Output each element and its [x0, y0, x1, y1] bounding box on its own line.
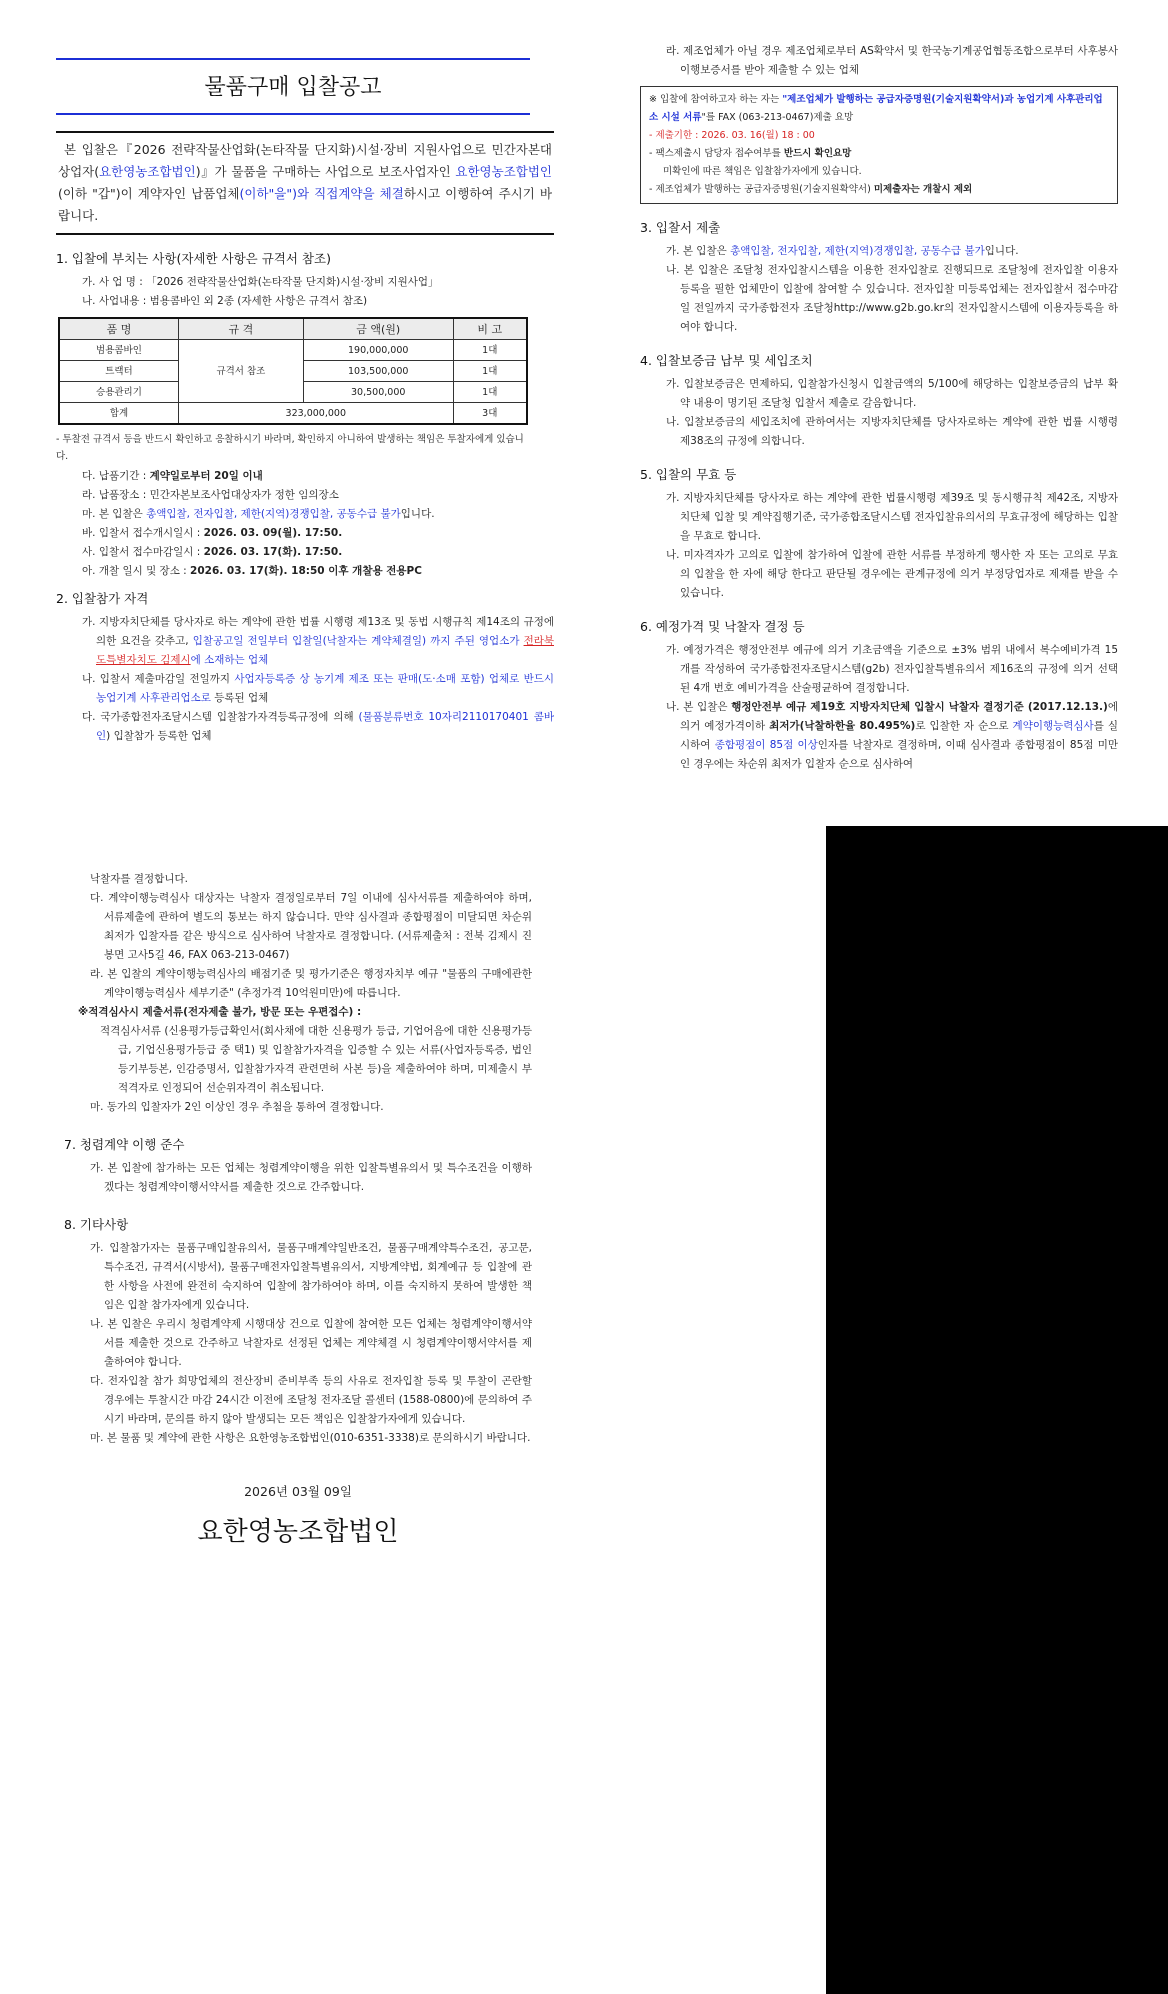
s3-na: 나. 본 입찰은 조달청 전자입찰시스템을 이용한 전자입찰로 진행되므로 조달청에 전자입찰 이용자등록을 필한 업체만이 입찰에 참여할 수 있습니다. 전자입찰 미등록업체는 전자입찰서 접수마감일 전일까지 국가종합전자 조달청http://www.g2b.go.kr의 전자입찰시스템에 이용자등록을 하여야 합니다. [666, 264, 1118, 333]
blank-black-area [826, 826, 1168, 1994]
s2-da-text-3: ) 입찰참가 등록한 업체 [106, 730, 212, 742]
intro-text-3: (이하 "갑")이 계약자인 납품업체 [58, 186, 240, 201]
items-table [58, 317, 528, 425]
notice-line-1c: "를 FAX (063-213-0467)제출 요망 [701, 112, 854, 123]
table-cell-name: 승용관리기 [59, 382, 178, 403]
s1-a-label: 아. 개찰 일시 및 장소 : [82, 565, 191, 577]
table-cell-spec: 규격서 참조 [178, 340, 303, 403]
s2-da [56, 708, 554, 746]
s8-ga: 가. 입찰참가자는 물품구매입찰유의서, 물품구매계약일반조건, 물품구매계약특수조건, 공고문, 특수조건, 규격서(시방서), 물품구매전자입찰특별유의서, 지방계약법, 회계예규 등 입찰에 관한 사항을 사전에 완전히 숙지하여 입찰에 참가하여야 하며, 이를 숙지하지 못하여 발생한 책임은 입찰 참가자에게 있습니다. [90, 1242, 532, 1311]
table-header-name: 품 명 [59, 318, 178, 340]
s2-ga-region: 전라북도특별자치도 김제시 [96, 635, 554, 666]
table-header-spec: 규 격 [178, 318, 303, 340]
page-two-column [64, 870, 532, 1547]
s2-da-text-1: 다. 국가종합전자조달시스템 입찰참가자격등록규정에 의해 [82, 711, 359, 723]
table-cell-amount: 103,500,000 [303, 361, 453, 382]
s1-ma-post: 입니다. [400, 508, 435, 520]
notice-box [640, 86, 1118, 204]
notice-date: 2026년 03월 09일 [244, 1484, 352, 1499]
intro-text-5: 하시고 이행하여 주시기 바랍니다. [58, 186, 553, 223]
table-total-label: 합계 [59, 403, 178, 425]
s6-na-5: 로 입찰한 자 순으로 [915, 720, 1013, 732]
section-3-heading: 3. 입찰서 제출 [640, 220, 721, 235]
s6-na-8: 종합평점이 85점 이상 [714, 739, 818, 751]
s6-na-6: 계약이행능력심사 [1012, 720, 1094, 732]
s2-ra: 라. 제조업체가 아닐 경우 제조업체로부터 AS확약서 및 한국농기계공업협동조합으로부터 사후봉사이행보증서를 받아 제출할 수 있는 업체 [666, 45, 1118, 76]
s2-ga [56, 613, 554, 670]
table-cell-note: 1대 [453, 361, 527, 382]
intro-text-4: (이하"을")와 직접계약을 체결 [239, 186, 404, 201]
s2-na-text-1: 나. 입찰서 제출마감일 전일까지 [82, 673, 235, 685]
intro-org-2: 요한영농조합법인 [455, 164, 552, 179]
s2-na [56, 670, 554, 708]
s6-da: 다. 계약이행능력심사 대상자는 낙찰자 결정일로부터 7일 이내에 심사서류를 제출하여야 하며, 서류제출에 관하여 별도의 통보는 하지 않습니다. 만약 심사결과 종합평점이 미달되면 차순위 최저가 입찰자를 같은 방식으로 심사하여 낙찰자로 결정합니다. (서류제출처 : 전북 김제시 진봉면 고사5길 46, FAX 063-213-0467) [90, 892, 532, 961]
s6-na-4: 최저가(낙찰하한율 80.495%) [769, 720, 916, 732]
s1-da [56, 467, 554, 486]
section-5-heading: 5. 입찰의 무효 등 [640, 467, 737, 482]
s1-ma [56, 505, 554, 524]
s6-na-2: 행정안전부 예규 제19호 지방자치단체 입찰시 낙찰자 결정기준 (2017.12.13.) [731, 701, 1108, 713]
table-cell-amount: 190,000,000 [303, 340, 453, 361]
issuer-name: 요한영농조합법인 [197, 1517, 399, 1547]
table-row [59, 340, 527, 361]
s1-a [56, 562, 554, 581]
page-title: 물품구매 입찰공고 [204, 75, 382, 100]
s5-ga: 가. 지방자치단체를 당사자로 하는 계약에 관한 법률시행령 제39조 및 동시행규칙 제42조, 지방자치단체 입찰 및 계약집행기준, 국가종합조달시스템 전자입찰유의서의 무효규정에 해당하는 입찰을 무효로 합니다. [666, 492, 1118, 542]
s2-ga-text-4: 에 소재하는 업체 [190, 654, 269, 666]
s8-na: 나. 본 입찰은 우리시 청렴계약제 시행대상 건으로 입찰에 참여한 모든 업체는 청렴계약이행서약서를 제출한 것으로 간주하고 낙찰자로 선정된 업체는 계약체결 시 청렴계약이행서약서를 제출하여야 합니다. [90, 1318, 532, 1368]
review-docs-heading: ※적격심사시 제출서류(전자제출 불가, 방문 또는 우편접수) : [78, 1006, 362, 1018]
table-header-note: 비 고 [453, 318, 527, 340]
table-total-row [59, 403, 527, 425]
s6-ra: 라. 본 입찰의 계약이행능력심사의 배점기준 및 평가기준은 행정자치부 예규 "물품의 구매에관한 계약이행능력심사 세부기준" (추정가격 10억원미만)에 따릅니다. [90, 968, 532, 999]
s1-ga: 가. 사 업 명 : 「2026 전략작물산업화(논타작물 단지화)시설·장비 지원사업」 [82, 276, 439, 288]
table-cell-note: 1대 [453, 340, 527, 361]
notice-line-1 [649, 91, 1109, 127]
intro-text-2: )』가 물품을 구매하는 사업으로 보조사업자인 [195, 164, 456, 179]
section-8-heading: 8. 기타사항 [64, 1217, 129, 1232]
s6-na-9: 인자를 낙찰자로 결정하며, 이때 심사결과 종합평점이 85점 미만인 경우에는 차순위 최저가 입찰자 순으로 심사하여 [680, 739, 1118, 770]
table-cell-amount: 30,500,000 [303, 382, 453, 403]
section-2-heading: 2. 입찰참가 자격 [56, 591, 149, 606]
table-total-amount: 323,000,000 [178, 403, 453, 425]
table-cell-name: 범용콤바인 [59, 340, 178, 361]
s3-ga-value: 총액입찰, 전자입찰, 제한(지역)경쟁입찰, 공동수급 불가 [730, 245, 985, 257]
page-two [0, 826, 826, 1994]
table-cell-name: 트랙터 [59, 361, 178, 382]
s1-a-value: 2026. 03. 17(화). 18:50 이후 개찰용 전용PC [190, 565, 422, 577]
s5-na: 나. 미자격자가 고의로 입찰에 참가하여 입찰에 관한 서류를 부정하게 행사한 자 또는 고의로 무효의 입찰을 한 자에 해당 한다고 판단될 경우에는 관계규정에 의거 부정당업자로 제재를 받을 수 있습니다. [666, 549, 1118, 599]
table-header-amount: 금 액(원) [303, 318, 453, 340]
title-bottom-rule [56, 113, 530, 115]
s6-na-7: 를 실시하여 [680, 720, 1119, 751]
s1-ma-value: 총액입찰, 전자입찰, 제한(지역)경쟁입찰, 공동수급 불가 [146, 508, 401, 520]
s2-ga-text-2: 입찰공고일 전일부터 입찰일(낙찰자는 계약체결일) 까지 주된 영업소가 [192, 635, 524, 647]
s6-continued: 낙찰자를 결정합니다. [90, 873, 188, 885]
notice-line-5a: - 제조업체가 발행하는 공급자증명원(기술지원확약서) [649, 184, 874, 195]
s1-sa-label: 사. 입찰서 접수마감일시 : [82, 546, 204, 558]
s6-na-1: 나. 본 입찰은 [666, 701, 732, 713]
s1-ba-label: 바. 입찰서 접수개시일시 : [82, 527, 204, 539]
s2-da-text-2: (물품분류번호 10자리2110170401 콤바인 [96, 711, 555, 742]
s1-warning: - 투찰전 규격서 등을 반드시 확인하고 응찰하시기 바라며, 확인하지 아니하여 발생하는 책임은 투찰자에게 있습니다. [56, 434, 524, 462]
s3-ga-post: 입니다. [984, 245, 1019, 257]
s6-na-3: 에 의거 예정가격이하 [680, 701, 1118, 732]
s1-ba-value: 2026. 03. 09(월). 17:50. [203, 527, 343, 539]
notice-line-3 [649, 145, 1109, 163]
section-1-heading: 1. 입찰에 부치는 사항(자세한 사항은 규격서 참조) [56, 251, 331, 266]
notice-line-5b: 미제출자는 개찰시 제외 [873, 184, 973, 195]
section-6-heading: 6. 예정가격 및 낙찰자 결정 등 [640, 619, 805, 634]
title-top-rule [56, 58, 530, 60]
left-column [56, 58, 554, 746]
s2-na-text-2: 사업자등록증 상 농기계 제조 또는 판매(도·소매 포함) 업체로 반드시 농업기계 사후관리업소로 [96, 673, 555, 704]
s1-da-label: 다. 납품기간 : [82, 470, 150, 482]
notice-line-5 [649, 181, 1109, 199]
s1-na: 나. 사업내용 : 범용콤바인 외 2종 (자세한 사항은 규격서 참조) [82, 295, 368, 307]
notice-deadline: - 제출기한 : 2026. 03. 16(월) 18 : 00 [649, 130, 815, 141]
right-column [640, 42, 1118, 774]
intro-text-1: 본 입찰은『2026 전략작물산업화(논타작물 단지화)시설·장비 지원사업으로 민간자본대상업자( [58, 142, 552, 179]
s1-sa-value: 2026. 03. 17(화). 17:50. [203, 546, 343, 558]
s2-na-text-3: 등록된 업체 [210, 692, 269, 704]
s4-ga: 가. 입찰보증금은 면제하되, 입찰참가신청시 입찰금액의 5/100에 해당하는 입찰보증금의 납부 확약 내용이 명기된 조달청 입찰서 제출로 갈음합니다. [666, 378, 1118, 409]
section-7-heading: 7. 청렴계약 이행 준수 [64, 1137, 185, 1152]
s7-ga: 가. 본 입찰에 참가하는 모든 업체는 청렴계약이행을 위한 입찰특별유의서 및 특수조건을 이행하겠다는 청렴계약이행서약서를 제출한 것으로 간주합니다. [90, 1162, 532, 1193]
s1-da-value: 계약일로부터 20일 이내 [149, 470, 263, 482]
s4-na: 나. 입찰보증금의 세입조치에 관하여서는 지방자치단체를 당사자로하는 계약에 관한 법률 시행령 제38조의 규정에 의합니다. [666, 416, 1118, 447]
notice-line-3b: 반드시 확인요망 [783, 148, 852, 159]
s6-na [640, 698, 1118, 774]
s2-ga-text-1: 가. 지방자치단체를 당사자로 하는 계약에 관한 법률 시행령 제13조 및 동법 시행규칙 제14조의 규정에 의한 요건을 갖추고, [82, 616, 554, 647]
s6-ga: 가. 예정가격은 행정안전부 예규에 의거 기초금액을 기준으로 ±3% 범위 내에서 복수예비가격 15개를 작성하여 국가종합전자조달시스템(g2b) 전자입찰특별유의서 제16조의 규정에 의거 선택된 4개 번호 예비가격을 산술평균하여 결정합니다. [666, 644, 1118, 694]
s1-ba [56, 524, 554, 543]
review-docs-body: 적격심사서류 (신용평가등급확인서(회사채에 대한 신용평가 등급, 기업어음에 대한 신용평가등급, 기업신용평가등급 중 택1) 및 입찰참가자격을 입증할 수 있는 서류(사업자등록증, 법인등기부등본, 인감증명서, 입찰참가자격 관련면허 사본 등)을 제출하여야 하며, 미제출시 부적격자로 인정되어 선순위자격이 취소됩니다. [100, 1025, 532, 1094]
table-header-row [59, 318, 527, 340]
s1-ra: 라. 납품장소 : 민간자본보조사업대상자가 정한 임의장소 [82, 489, 339, 501]
page-one [0, 0, 1168, 826]
table-total-note: 3대 [453, 403, 527, 425]
s1-ma-label: 마. 본 입찰은 [82, 508, 147, 520]
s3-ga-label: 가. 본 입찰은 [666, 245, 731, 257]
notice-line-4: 미확인에 따른 책임은 입찰참가자에게 있습니다. [663, 166, 862, 177]
notice-line-3a: - 팩스제출시 담당자 접수여부를 [649, 148, 784, 159]
intro-org-1: 요한영농조합법인 [99, 164, 196, 179]
s8-da: 다. 전자입찰 참가 희망업체의 전산장비 준비부족 등의 사유로 전자입찰 등록 및 투찰이 곤란할 경우에는 투찰시간 마감 24시간 이전에 조달청 전자조달 콜센터 (1588-0800)에 문의하여 주시기 바라며, 문의를 하지 않아 발생되는 모든 책임은 입찰참가자에게 있습니다. [90, 1375, 532, 1425]
s3-ga [640, 242, 1118, 261]
section-4-heading: 4. 입찰보증금 납부 및 세입조치 [640, 353, 813, 368]
notice-line-1b: "제조업체가 발행하는 공급자증명원(기술지원확약서)과 농업기계 사후관리업소 시설 서류 [649, 94, 1103, 123]
table-cell-note: 1대 [453, 382, 527, 403]
s6-ma: 마. 동가의 입찰자가 2인 이상인 경우 추첨을 통하여 결정합니다. [90, 1101, 384, 1113]
s1-sa [56, 543, 554, 562]
intro-paragraph [56, 131, 554, 235]
notice-line-1a: ※ 입찰에 참여하고자 하는 자는 [649, 94, 783, 105]
s8-ma: 마. 본 물품 및 계약에 관한 사항은 요한영농조합법인(010-6351-3338)로 문의하시기 바랍니다. [90, 1432, 531, 1444]
